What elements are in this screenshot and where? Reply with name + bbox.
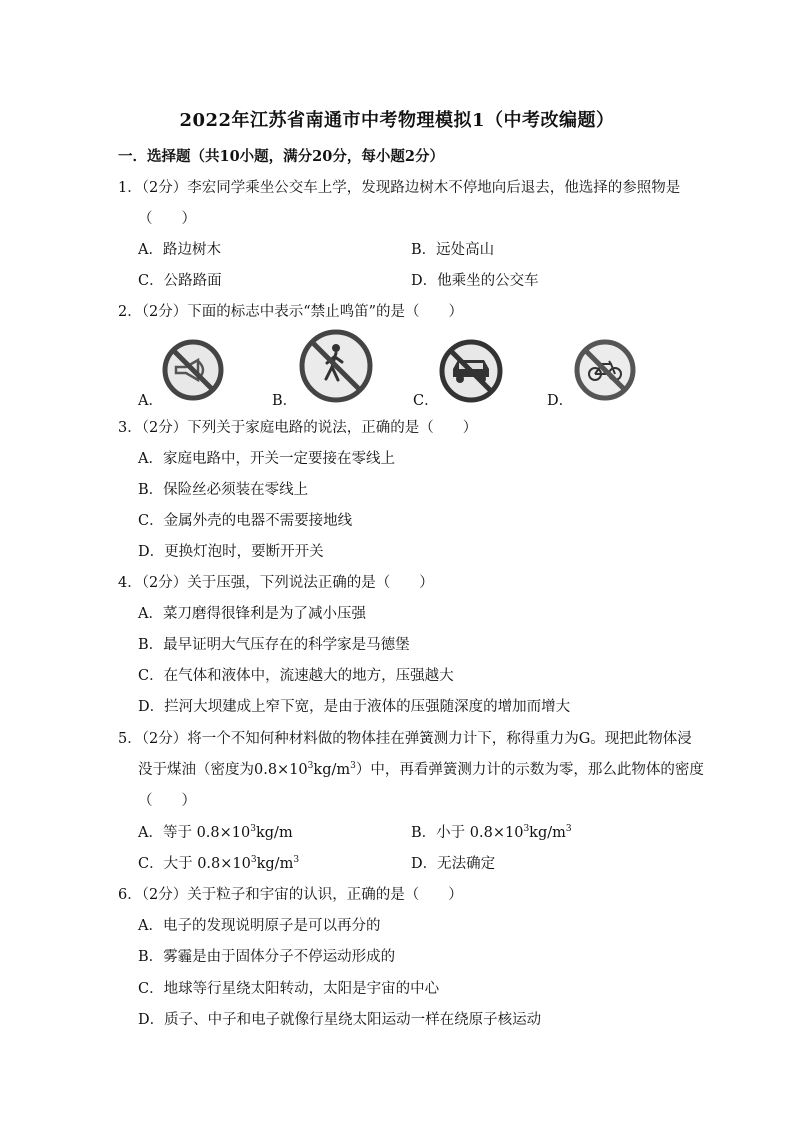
question-5-option-b — [411, 821, 572, 842]
option-unit: kg/m — [529, 825, 566, 841]
question-1-option-d: D．他乘坐的公交车 — [411, 273, 539, 289]
question-1-option-b: B．远处高山 — [411, 242, 495, 258]
question-1-option-c: C．公路路面 — [138, 273, 222, 289]
question-6-option-d: D．质子、中子和电子就像行星绕太阳运动一样在绕原子核运动 — [138, 1012, 542, 1028]
question-2-option-b-label: B． — [272, 393, 298, 409]
question-2-option-d-label: D． — [547, 393, 574, 409]
question-4-stem: 4．（2分）关于压强，下列说法正确的是（ ） — [118, 575, 434, 591]
no-bicycle-sign-icon — [574, 339, 636, 401]
question-6-option-c: C．地球等行星绕太阳转动，太阳是宇宙的中心 — [138, 981, 440, 997]
exponent: 3 — [250, 824, 256, 835]
option-unit: kg/m — [256, 856, 294, 872]
question-5-blank: （ ） — [138, 793, 196, 809]
question-5-option-c — [138, 852, 299, 873]
exponent: 3 — [307, 761, 314, 772]
question-2-sign-options — [0, 325, 794, 409]
question-2-option-c-label: C． — [413, 393, 439, 409]
question-5-option-a — [138, 821, 293, 842]
option-text: C．大于 0.8×10 — [138, 856, 251, 872]
question-3-option-c: C．金属外壳的电器不需要接地线 — [138, 513, 353, 529]
question-1-stem: 1．（2分）李宏同学乘坐公交车上学，发现路边树木不停地向后退去，他选择的参照物是 — [118, 180, 681, 196]
question-5-stem-line2 — [138, 758, 704, 779]
page-title: 2022年江苏省南通市中考物理模拟1（中考改编题） — [179, 110, 615, 131]
question-3-option-d: D．更换灯泡时，要断开开关 — [138, 544, 324, 560]
question-3-option-a: A．家庭电路中，开关一定要接在零线上 — [138, 451, 395, 467]
exponent: 3 — [523, 824, 530, 835]
question-5-stem-line1: 5．（2分）将一个不知何种材料做的物体挂在弹簧测力计下，称得重力为G。现把此物体浸 — [118, 731, 692, 747]
question-1-option-a: A．路边树木 — [138, 242, 221, 258]
no-pedestrian-sign-icon — [298, 328, 374, 404]
option-unit: kg/m — [255, 825, 293, 841]
question-1-blank: （ ） — [138, 211, 196, 227]
question-3-option-b: B．保险丝必须装在零线上 — [138, 482, 309, 498]
question-5-stem-unit: kg/m — [313, 762, 351, 778]
exponent: 3 — [350, 761, 356, 772]
question-4-option-c: C．在气体和液体中，流速越大的地方，压强越大 — [138, 668, 454, 684]
question-2-stem: 2．（2分）下面的标志中表示“禁止鸣笛”的是（ ） — [118, 304, 464, 320]
question-6-option-a: A．电子的发现说明原子是可以再分的 — [138, 918, 381, 934]
question-6-option-b: B．雾霾是由于固体分子不停运动形成的 — [138, 949, 396, 965]
exponent: 3 — [293, 855, 300, 866]
no-motor-vehicle-sign-icon — [439, 339, 503, 403]
question-5-stem-part: 没于煤油（密度为0.8×10 — [138, 762, 308, 778]
question-4-option-d: D．拦河大坝建成上窄下宽，是由于液体的压强随深度的增加而增大 — [138, 699, 571, 715]
question-5-option-d: D．无法确定 — [411, 856, 496, 872]
question-5-stem-rest: ）中，再看弹簧测力计的示数为零，那么此物体的密度 — [355, 762, 704, 778]
exponent: 3 — [565, 824, 572, 835]
no-horn-sign-icon — [162, 339, 224, 401]
question-4-option-b: B．最早证明大气压存在的科学家是马德堡 — [138, 637, 410, 653]
question-2-option-a-label: A． — [138, 393, 163, 409]
section-heading: 一．选择题（共10小题，满分20分，每小题2分） — [118, 148, 444, 165]
option-text: A．等于 0.8×10 — [138, 825, 251, 841]
question-4-option-a: A．菜刀磨得很锋利是为了减小压强 — [138, 606, 366, 622]
question-6-stem: 6．（2分）关于粒子和宇宙的认识，正确的是（ ） — [118, 887, 463, 903]
option-text: B．小于 0.8×10 — [411, 825, 524, 841]
exponent: 3 — [250, 855, 257, 866]
question-3-stem: 3．（2分）下列关于家庭电路的说法，正确的是（ ） — [118, 420, 478, 436]
